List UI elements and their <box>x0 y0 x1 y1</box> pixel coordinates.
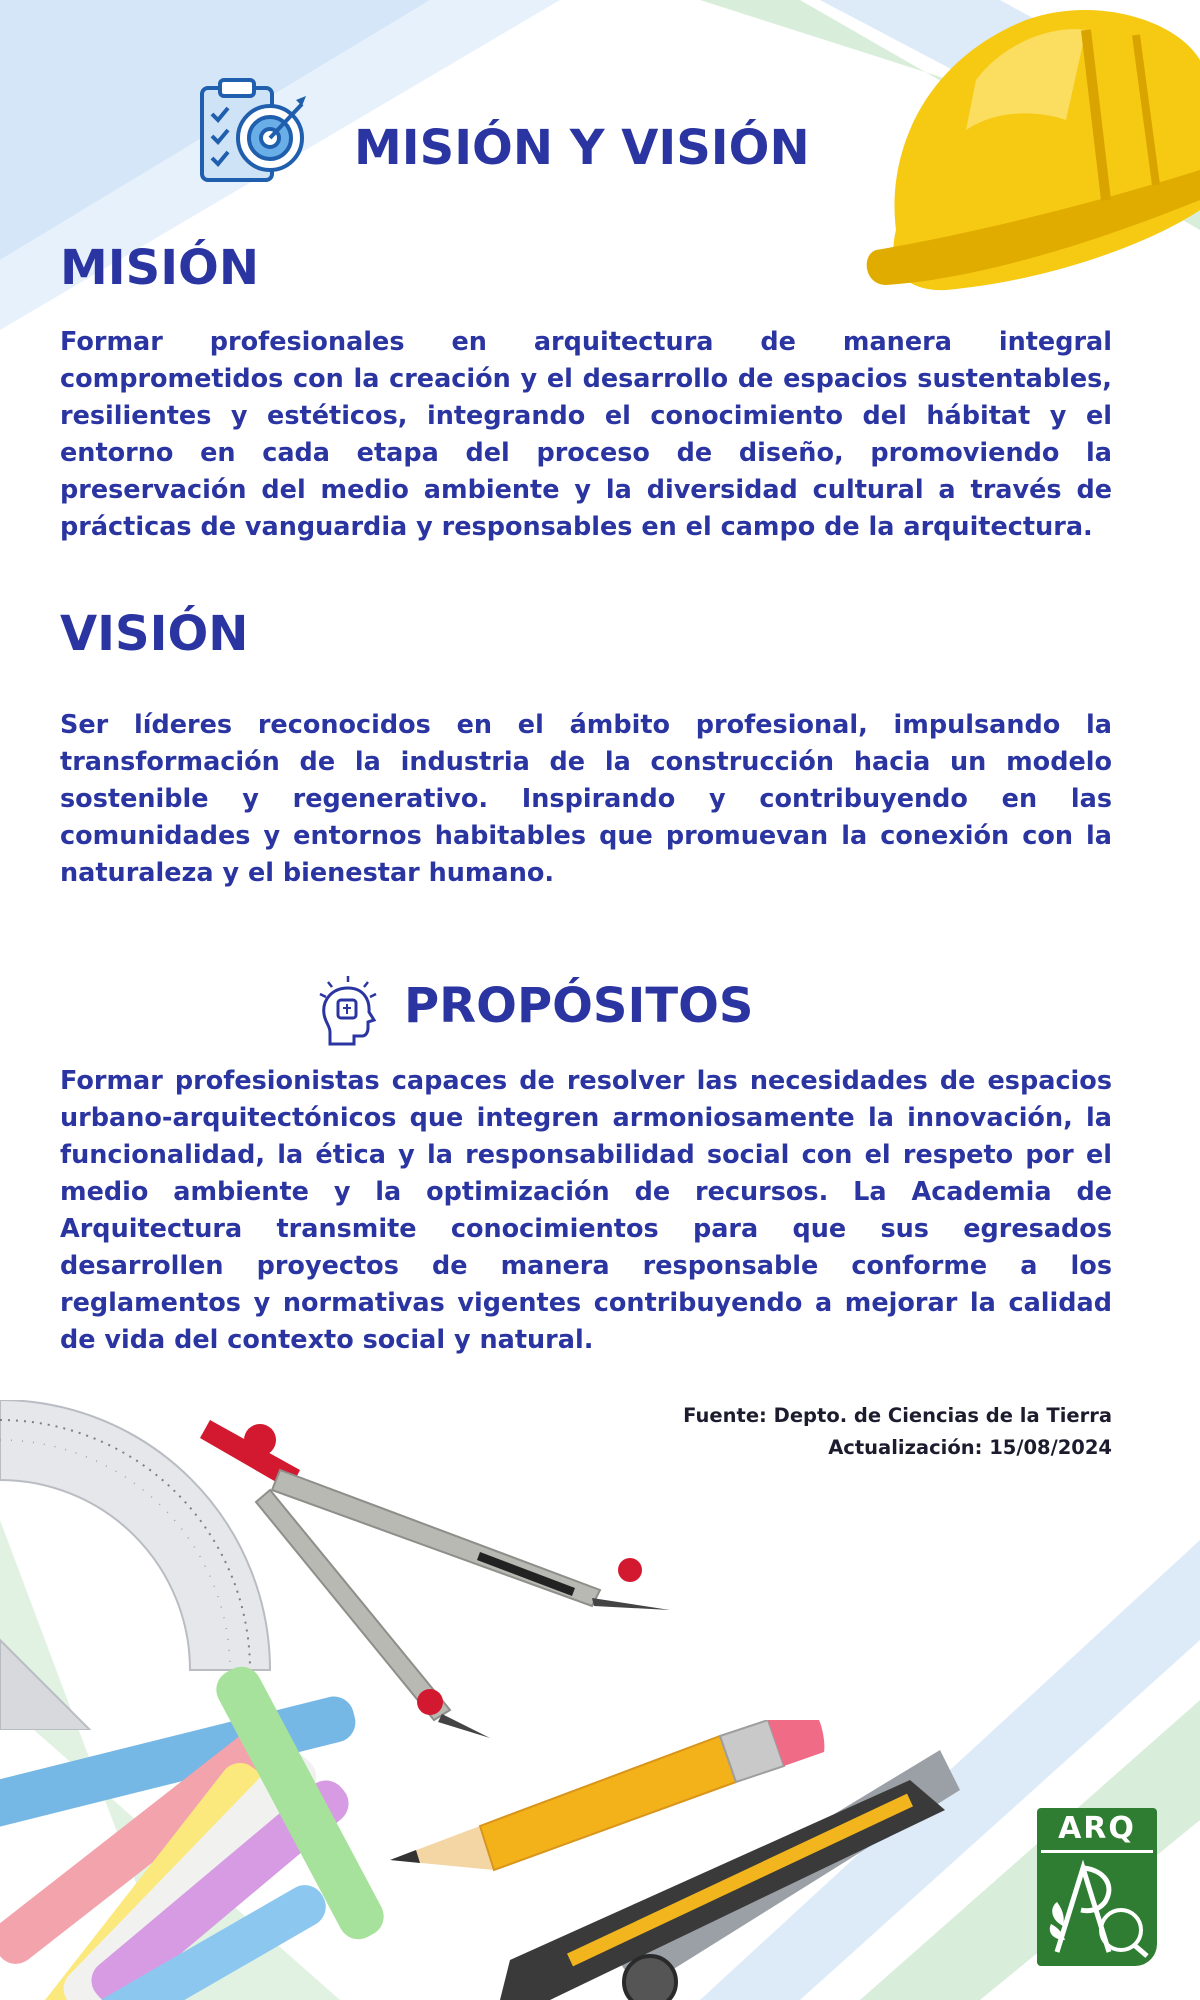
source-info <box>683 1400 1112 1464</box>
cutter-knife-icon <box>490 1750 960 2000</box>
purposes-heading: PROPÓSITOS <box>404 978 754 1034</box>
source-text: Fuente: Depto. de Ciencias de la Tierra <box>683 1404 1112 1427</box>
mission-heading: MISIÓN <box>60 240 260 296</box>
chalk-icon <box>0 1620 420 2000</box>
hard-hat-icon <box>856 0 1200 310</box>
page-title: MISIÓN Y VISIÓN <box>354 120 810 176</box>
head-puzzle-icon <box>316 974 380 1046</box>
logo-text: ARQ <box>1041 1808 1153 1853</box>
arq-logo <box>1037 1808 1157 1966</box>
vision-text: Ser líderes reconocidos en el ámbito profesional, impulsando la transformación de la industria de la construcción hacia un modelo sostenible y regenerativo. Inspirando y contribuyendo en las comunidades y entornos habitables que promuevan la conexión con la naturaleza y el bienestar humano. <box>60 710 1112 888</box>
clipboard-target-icon <box>198 74 310 186</box>
mission-text: Formar profesionales en arquitectura de manera integral comprometidos con la creación y el desarrollo de espacios sustentables, resilientes y estéticos, integrando el conocimiento del hábitat y el entorno en cada etapa del proceso de diseño, promoviendo la preservación del medio ambiente y la diversidad cultural a través de prácticas de vanguardia y responsables en el campo de la arquitectura. <box>60 327 1112 542</box>
purposes-text: Formar profesionistas capaces de resolver las necesidades de espacios urbano-arquitectónicos que integren armoniosamente la innovación, la funcionalidad, la ética y la responsabilidad social con el respeto por el medio ambiente y la optimización de recursos. La Academia de Arquitectura transmite conocimientos para que sus egresados desarrollen proyectos de manera responsable conforme a los reglamentos y normativas vigentes contribuyendo a mejorar la calidad de vida del contexto social y natural. <box>60 1066 1112 1355</box>
arq-logo-icon <box>1043 1856 1151 1960</box>
vision-heading: VISIÓN <box>60 606 249 662</box>
update-date: Actualización: 15/08/2024 <box>828 1436 1112 1459</box>
